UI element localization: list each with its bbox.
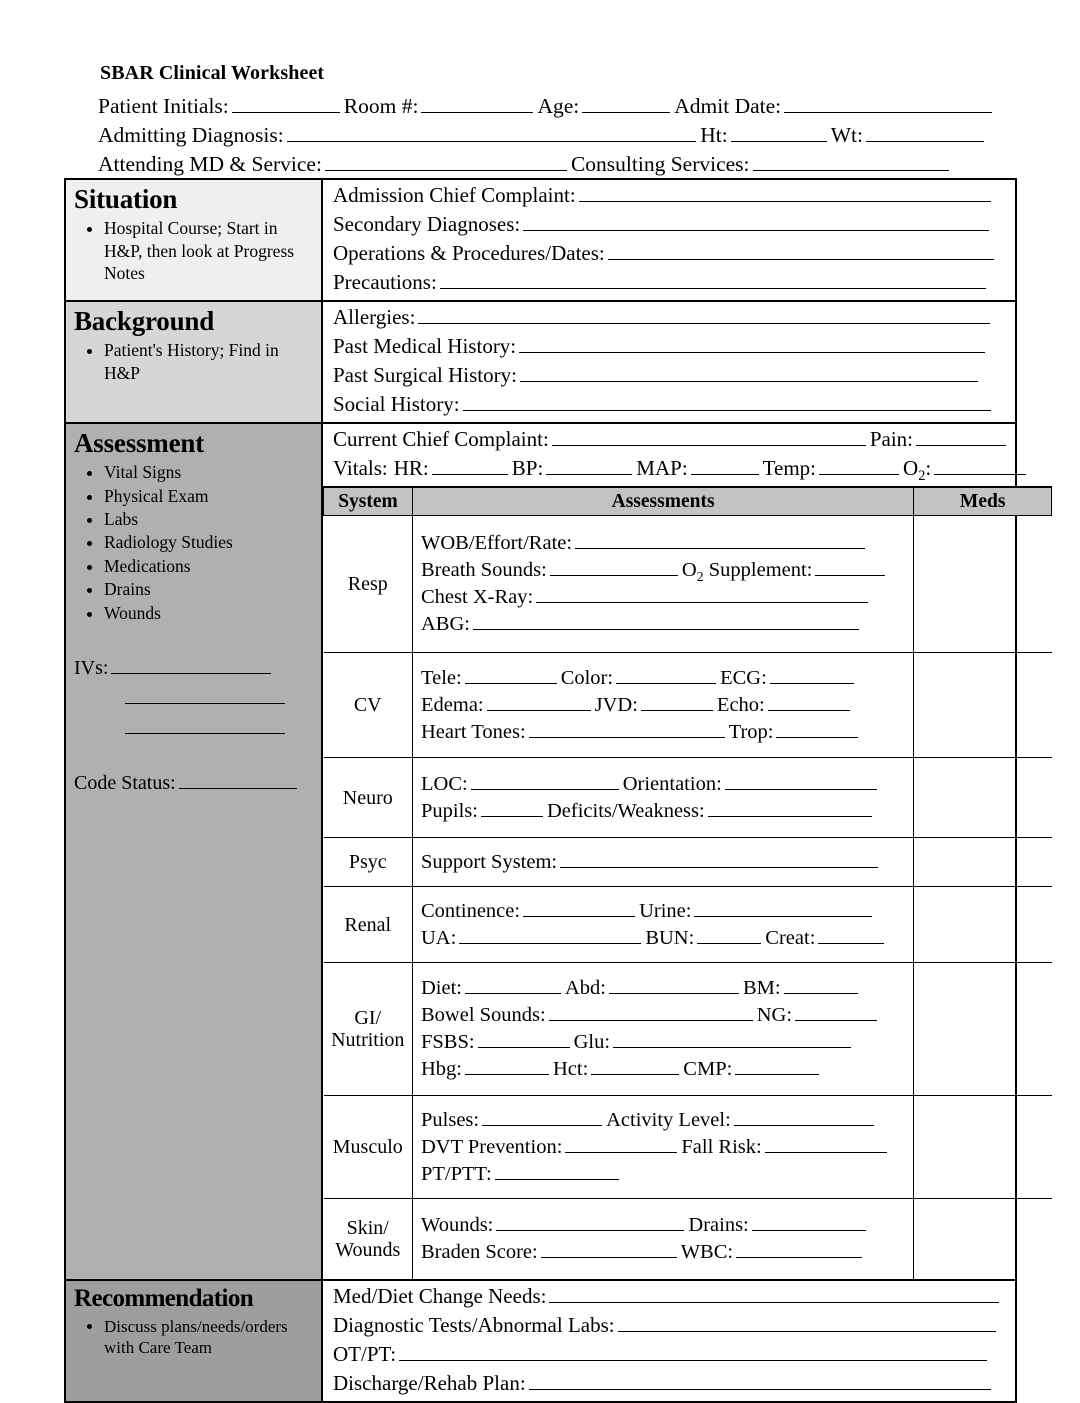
input-room[interactable]: [421, 93, 533, 113]
label-activity-level: Activity Level:: [606, 1108, 731, 1131]
label-bun: BUN:: [645, 926, 695, 949]
label-wt: Wt:: [830, 123, 863, 147]
system-name-cv: CV: [324, 653, 413, 758]
label-jvd: JVD:: [594, 693, 638, 716]
label-o2: $O_2$:: [903, 456, 932, 485]
meds-cell-psyc[interactable]: [914, 838, 1052, 887]
input-social-history[interactable]: [463, 391, 991, 411]
label-ht: Ht:: [700, 123, 728, 147]
input-current-chief-complaint[interactable]: [552, 426, 866, 446]
background-fields: [323, 302, 1017, 422]
input-map[interactable]: [691, 455, 759, 475]
assessment-field-row: [413, 849, 913, 876]
assessments-cell-musculo: [413, 1096, 914, 1199]
label-wounds: Wounds:: [421, 1213, 494, 1236]
ivs-block: [74, 654, 315, 744]
label-orientation: Orientation:: [622, 772, 722, 795]
system-name-musculo: Musculo: [324, 1096, 413, 1199]
label-bp: BP:: [511, 456, 544, 480]
input-ivs-2[interactable]: [125, 684, 285, 704]
label-hr: HR:: [393, 456, 429, 480]
situation-title: Situation: [74, 184, 178, 214]
list-item: • Vital Signs: [104, 461, 315, 483]
situation-sidebar: [66, 180, 323, 300]
input-continence[interactable]: [523, 898, 635, 917]
input-age[interactable]: [582, 93, 670, 113]
label-precautions: Precautions:: [333, 270, 437, 294]
list-item: • Hospital Course; Start in H&P, then look at Progress Notes: [104, 217, 315, 284]
vitals-zone: [323, 424, 1052, 488]
column-header-assessments: Assessments: [413, 488, 914, 516]
table-row: [324, 963, 1052, 1096]
label-echo: Echo:: [716, 693, 765, 716]
assessments-cell-psyc: [413, 838, 914, 887]
input-chest-x-ray[interactable]: [536, 584, 868, 603]
table-row: [324, 653, 1052, 758]
situation-fields: [323, 180, 1020, 300]
input-pain[interactable]: [916, 426, 1006, 446]
label-pain: Pain:: [869, 427, 913, 451]
system-name-resp: Resp: [324, 516, 413, 653]
label-ng: NG:: [756, 1004, 793, 1026]
input-o2-supplement[interactable]: [815, 557, 885, 576]
meds-cell-cv[interactable]: [914, 653, 1052, 758]
label-hbg: Hbg:: [421, 1058, 462, 1080]
header-line: [98, 122, 988, 151]
input-discharge-rehab-plan[interactable]: [529, 1370, 991, 1390]
input-ivs-3[interactable]: [125, 714, 285, 734]
header-line: [98, 93, 988, 122]
label-consulting-services: Consulting Services:: [570, 152, 750, 176]
list-item: • Medications: [104, 555, 315, 577]
label-wbc: WBC:: [680, 1240, 734, 1263]
assessment-field-row: [413, 692, 913, 719]
input-abd[interactable]: [609, 975, 739, 994]
assessment-field-row: [413, 584, 913, 611]
list-item: • Radiology Studies: [104, 531, 315, 553]
label-tele: Tele:: [421, 666, 462, 689]
label-patient-initials: Patient Initials:: [98, 94, 229, 118]
input-hr[interactable]: [432, 455, 508, 475]
input-wounds[interactable]: [496, 1212, 684, 1231]
situation-band: [66, 180, 1015, 302]
meds-cell-renal[interactable]: [914, 887, 1052, 963]
label-room: Room #:: [343, 94, 419, 118]
current-chief-complaint-row: [323, 426, 1052, 455]
label-past-medical-history: Past Medical History:: [333, 334, 517, 358]
input-precautions[interactable]: [440, 269, 986, 289]
input-diet[interactable]: [465, 975, 561, 994]
code-status-row: [74, 769, 315, 795]
header-line: [98, 151, 988, 180]
input-creat[interactable]: [818, 925, 884, 944]
input-drains[interactable]: [752, 1212, 866, 1231]
field-row: [323, 304, 1017, 333]
input-hct[interactable]: [591, 1056, 679, 1075]
label-ot-pt: OT/PT:: [333, 1341, 397, 1366]
field-row: [323, 182, 1020, 211]
label-past-surgical-history: Past Surgical History:: [333, 363, 517, 387]
input-operations-procedures-dates[interactable]: [608, 240, 994, 260]
label-ivs: IVs:: [74, 656, 109, 679]
assessment-field-row: [413, 975, 913, 1002]
label-discharge-rehab-plan: Discharge/Rehab Plan:: [333, 1370, 526, 1395]
label-admission-chief-complaint: Admission Chief Complaint:: [333, 183, 576, 207]
list-item: • Labs: [104, 508, 315, 530]
assessment-field-row: [413, 557, 913, 584]
field-row: [323, 1370, 1025, 1399]
input-ng[interactable]: [795, 1002, 877, 1021]
input-activity-level[interactable]: [734, 1107, 874, 1126]
iv-row: [74, 684, 315, 714]
label-admitting-diagnosis: Admitting Diagnosis:: [98, 123, 284, 147]
input-ua[interactable]: [459, 925, 641, 944]
page-title: SBAR Clinical Worksheet: [100, 62, 325, 84]
system-assessment-table: [323, 488, 1052, 1279]
input-secondary-diagnoses[interactable]: [523, 211, 989, 231]
sbar-table: [64, 178, 1017, 1403]
input-fsbs[interactable]: [478, 1029, 570, 1048]
label-allergies: Allergies:: [333, 305, 416, 329]
field-row: [323, 391, 1017, 420]
input-bm[interactable]: [784, 975, 858, 994]
input-dvt-prevention[interactable]: [565, 1134, 677, 1153]
input-ivs-1[interactable]: [111, 654, 271, 674]
input-fall-risk[interactable]: [765, 1134, 887, 1153]
assessment-field-row: [413, 925, 913, 952]
label-wob-effort-rate: WOB/Effort/Rate:: [421, 532, 573, 554]
label-cmp: CMP:: [683, 1058, 733, 1080]
label-braden-score: Braden Score:: [421, 1240, 538, 1263]
label-continence: Continence:: [421, 899, 521, 922]
assessment-field-row: [413, 1002, 913, 1029]
system-name-neuro: Neuro: [324, 758, 413, 838]
input-bp[interactable]: [546, 455, 632, 475]
input-breath-sounds[interactable]: [550, 557, 678, 576]
table-header-row: [324, 488, 1052, 516]
column-header-meds: Meds: [914, 488, 1052, 516]
recommendation-fields: [323, 1281, 1025, 1401]
column-header-system: System: [324, 488, 413, 516]
iv-row: [74, 654, 315, 684]
label-pt-ptt: PT/PTT:: [421, 1162, 492, 1185]
field-row: [323, 1312, 1025, 1341]
field-row: [323, 362, 1017, 391]
system-name-gi-nutrition: GI/ Nutrition: [324, 963, 413, 1096]
system-name-psyc: Psyc: [324, 838, 413, 887]
list-item: • Patient's History; Find in H&P: [104, 339, 315, 384]
input-allergies[interactable]: [418, 304, 990, 324]
label-vitals: Vitals:: [333, 456, 388, 480]
meds-cell-resp[interactable]: [914, 516, 1052, 653]
label-pulses: Pulses:: [421, 1108, 480, 1131]
label-trop: Trop:: [728, 720, 774, 743]
input-consulting-services[interactable]: [753, 151, 949, 171]
label-bowel-sounds: Bowel Sounds:: [421, 1004, 546, 1026]
label-edema: Edema:: [421, 693, 484, 716]
recommendation-bullets: [74, 1316, 315, 1360]
background-sidebar: [66, 302, 323, 422]
assessment-field-row: [413, 1212, 913, 1239]
input-pupils[interactable]: [481, 798, 543, 817]
input-pt-ptt[interactable]: [495, 1161, 619, 1180]
input-ht[interactable]: [731, 122, 827, 142]
label-current-chief-complaint: Current Chief Complaint:: [333, 427, 549, 451]
input-wbc[interactable]: [736, 1239, 862, 1258]
label-social-history: Social History:: [333, 392, 460, 416]
meds-cell-gi-nutrition[interactable]: [914, 963, 1052, 1096]
assessments-cell-renal: [413, 887, 914, 963]
input-past-medical-history[interactable]: [519, 333, 985, 353]
table-row: [324, 516, 1052, 653]
assessment-band: [66, 424, 1015, 1281]
input-patient-initials[interactable]: [232, 93, 340, 113]
input-bowel-sounds[interactable]: [549, 1002, 753, 1021]
label-age: Age:: [537, 94, 580, 118]
input-heart-tones[interactable]: [529, 719, 725, 738]
label-dvt-prevention: DVT Prevention:: [421, 1135, 563, 1158]
label-map: MAP:: [636, 456, 688, 480]
recommendation-band: [66, 1281, 1015, 1401]
label-chest-x-ray: Chest X-Ray:: [421, 586, 534, 608]
assessment-field-row: [413, 898, 913, 925]
assessments-cell-resp: [413, 516, 914, 653]
assessments-cell-neuro: [413, 758, 914, 838]
input-ot-pt[interactable]: [399, 1341, 987, 1361]
input-past-surgical-history[interactable]: [520, 362, 978, 382]
assessment-field-row: [413, 798, 913, 825]
label-fsbs: FSBS:: [421, 1031, 475, 1053]
input-diagnostic-tests-abnormal-labs[interactable]: [618, 1312, 996, 1332]
input-cmp[interactable]: [735, 1056, 819, 1075]
system-name-renal: Renal: [324, 887, 413, 963]
label-glu: Glu:: [573, 1031, 611, 1053]
input-med-diet-change-needs[interactable]: [549, 1283, 999, 1303]
input-o2[interactable]: [934, 455, 1026, 475]
input-attending-md-service[interactable]: [325, 151, 567, 171]
label-pupils: Pupils:: [421, 799, 478, 822]
label-ua: UA:: [421, 926, 457, 949]
label-abd: Abd:: [565, 977, 606, 999]
input-admitting-diagnosis[interactable]: [287, 122, 697, 142]
system-name-skin-wounds: Skin/ Wounds: [324, 1199, 413, 1279]
input-loc[interactable]: [471, 771, 619, 790]
input-urine[interactable]: [694, 898, 872, 917]
table-row: [324, 887, 1052, 963]
assessment-sidebar: [66, 424, 323, 1279]
label-drains: Drains:: [688, 1213, 749, 1236]
label-bm: BM:: [743, 977, 781, 999]
input-admit-date[interactable]: [784, 93, 992, 113]
field-row: [323, 333, 1017, 362]
input-support-system[interactable]: [560, 849, 878, 868]
label-diagnostic-tests-abnormal-labs: Diagnostic Tests/Abnormal Labs:: [333, 1312, 615, 1337]
assessment-bullets: [74, 461, 315, 624]
input-echo[interactable]: [768, 692, 850, 711]
input-edema[interactable]: [487, 692, 591, 711]
assessment-field-row: [413, 530, 913, 557]
field-row: [323, 211, 1020, 240]
input-tele[interactable]: [465, 665, 557, 684]
label-creat: Creat:: [765, 926, 816, 949]
list-item: • Wounds: [104, 602, 315, 624]
list-item: • Physical Exam: [104, 485, 315, 507]
assessments-cell-gi-nutrition: [413, 963, 914, 1096]
list-item: • Drains: [104, 578, 315, 600]
field-row: [323, 240, 1020, 269]
assessment-field-row: [413, 771, 913, 798]
recommendation-sidebar: [66, 1281, 323, 1401]
assessment-title: Assessment: [74, 428, 204, 458]
label-loc: LOC:: [421, 772, 468, 795]
situation-bullets: [74, 217, 315, 284]
input-abg[interactable]: [473, 611, 859, 630]
iv-row: [74, 714, 315, 744]
label-admit-date: Admit Date:: [674, 94, 782, 118]
assessment-field-row: [413, 1239, 913, 1266]
assessments-cell-cv: [413, 653, 914, 758]
meds-cell-neuro[interactable]: [914, 758, 1052, 838]
label-color: Color:: [560, 666, 614, 689]
meds-cell-musculo[interactable]: [914, 1096, 1052, 1199]
label-hct: Hct:: [553, 1058, 589, 1080]
assessment-field-row: [413, 719, 913, 746]
input-wt[interactable]: [866, 122, 984, 142]
label-med-diet-change-needs: Med/Diet Change Needs:: [333, 1283, 547, 1308]
label-secondary-diagnoses: Secondary Diagnoses:: [333, 212, 521, 236]
input-glu[interactable]: [613, 1029, 851, 1048]
vitals-row: [323, 455, 1052, 484]
list-item: • Discuss plans/needs/orders with Care Team: [104, 1316, 315, 1360]
assessment-field-row: [413, 665, 913, 692]
input-jvd[interactable]: [641, 692, 713, 711]
label-attending-md-service: Attending MD & Service:: [98, 152, 322, 176]
field-row: [323, 1341, 1025, 1370]
table-row: [324, 1199, 1052, 1279]
input-braden-score[interactable]: [541, 1239, 677, 1258]
assessment-field-row: [413, 1161, 913, 1188]
label-diet: Diet:: [421, 977, 462, 999]
label-ecg: ECG:: [720, 666, 767, 689]
background-bullets: [74, 339, 315, 384]
label-abg: ABG:: [421, 613, 470, 635]
input-pulses[interactable]: [482, 1107, 602, 1126]
input-hbg[interactable]: [465, 1056, 549, 1075]
label-operations-procedures-dates: Operations & Procedures/Dates:: [333, 241, 605, 265]
assessment-field-row: [413, 1056, 913, 1083]
assessments-cell-skin-wounds: [413, 1199, 914, 1279]
input-deficits-weakness[interactable]: [708, 798, 872, 817]
label-urine: Urine:: [639, 899, 692, 922]
assessment-body: [323, 424, 1052, 1279]
label-breath-sounds: Breath Sounds:: [421, 559, 547, 581]
label-deficits-weakness: Deficits/Weakness:: [546, 799, 705, 822]
input-bun[interactable]: [697, 925, 761, 944]
input-temp[interactable]: [819, 455, 899, 475]
label-temp: Temp:: [762, 456, 817, 480]
patient-header: [98, 93, 988, 180]
input-ecg[interactable]: [770, 665, 854, 684]
input-admission-chief-complaint[interactable]: [579, 182, 991, 202]
code-status-input[interactable]: [179, 769, 297, 789]
input-wob-effort-rate[interactable]: [575, 530, 865, 549]
label-support-system: Support System:: [421, 850, 558, 873]
code-status-label: Code Status:: [74, 771, 176, 794]
label-fall-risk: Fall Risk:: [681, 1135, 762, 1158]
label-o2-supplement: $O_2$ Supplement:: [681, 559, 813, 586]
background-title: Background: [74, 306, 215, 336]
table-row: [324, 1096, 1052, 1199]
meds-cell-skin-wounds[interactable]: [914, 1199, 1052, 1279]
assessment-field-row: [413, 611, 913, 638]
assessment-field-row: [413, 1134, 913, 1161]
input-trop[interactable]: [776, 719, 858, 738]
background-band: [66, 302, 1015, 424]
table-row: [324, 758, 1052, 838]
input-color[interactable]: [616, 665, 716, 684]
recommendation-title: Recommendation: [74, 1284, 254, 1312]
assessment-field-row: [413, 1029, 913, 1056]
table-row: [324, 838, 1052, 887]
input-orientation[interactable]: [725, 771, 877, 790]
field-row: [323, 269, 1020, 298]
label-heart-tones: Heart Tones:: [421, 720, 526, 743]
assessment-field-row: [413, 1107, 913, 1134]
field-row: [323, 1283, 1025, 1312]
